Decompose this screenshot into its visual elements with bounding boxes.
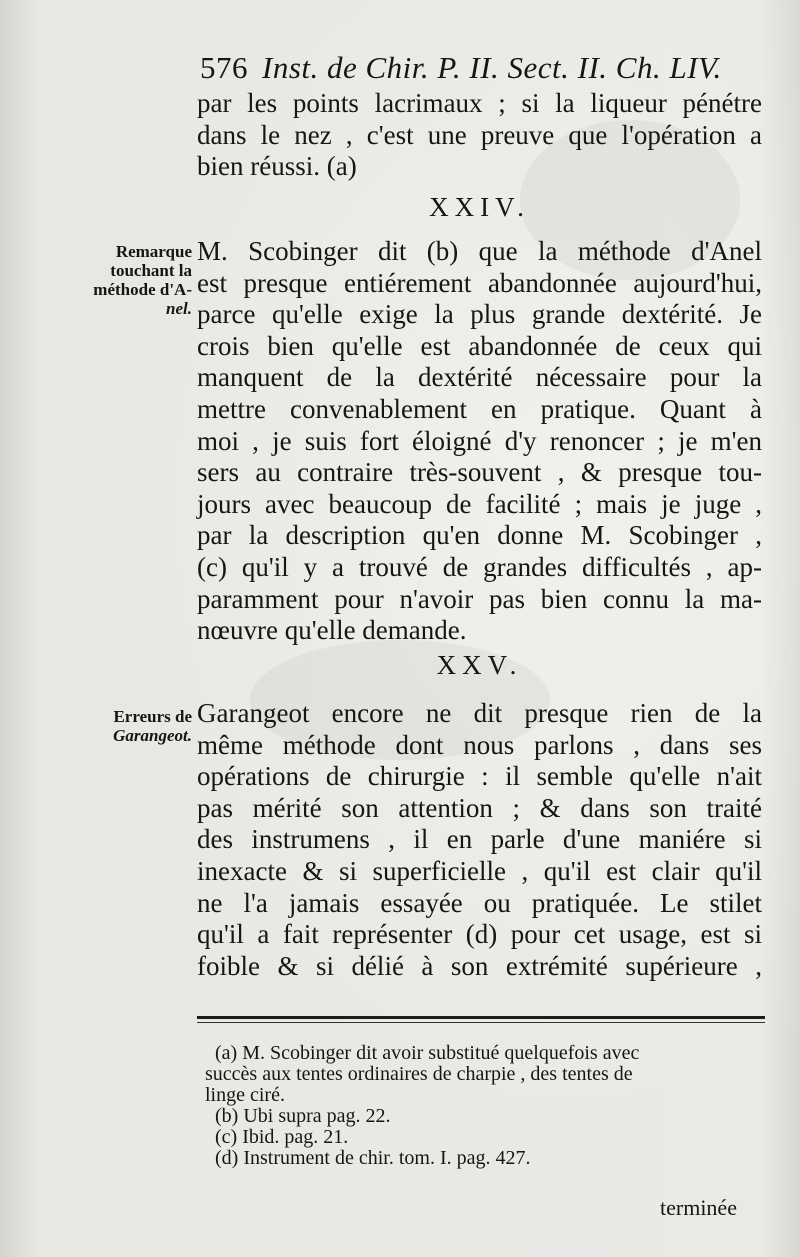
text-line: mettre convenablement en pratique. Quant à xyxy=(197,393,762,424)
running-title: Inst. de Chir. P. II. Sect. II. Ch. LIV. xyxy=(262,50,722,85)
text-line: M. Scobinger dit (b) que la méthode d'Anel xyxy=(197,236,762,266)
catchword: terminée xyxy=(660,1195,737,1220)
text-line: dans le nez , c'est une preuve que l'opération a xyxy=(197,119,762,150)
paragraph-xxv xyxy=(197,698,762,982)
margin-note-line: Garangeot. xyxy=(113,726,192,745)
text-line: nœuvre qu'elle demande. xyxy=(197,615,467,646)
text-line: ne l'a jamais essayée ou pratiquée. Le stilet xyxy=(197,887,762,918)
text-line: moi , je suis fort éloigné d'y renoncer ; je m'en xyxy=(197,425,762,456)
footnote-rule xyxy=(197,1016,765,1019)
text-line: bien réussi. (a) xyxy=(197,151,357,182)
margin-note-line: Remarque xyxy=(115,242,192,261)
text-line: sers au contraire très-souvent , & presque tou- xyxy=(197,457,762,488)
text-line: par la description qu'en donne M. Scobinger , xyxy=(197,520,762,551)
margin-note-anel xyxy=(70,242,192,318)
text-line: paramment pour n'avoir pas bien connu la ma- xyxy=(197,583,762,614)
footnote-line: (a) M. Scobinger dit avoir substitué quelquefois avec xyxy=(215,1042,640,1064)
page-number: 576 xyxy=(200,50,248,85)
text-line: crois bien qu'elle est abandonnée de ceux qui xyxy=(197,330,762,361)
footnote-line: (b) Ubi supra pag. 22. xyxy=(215,1105,391,1127)
margin-note-line: touchant la xyxy=(110,261,192,280)
text-line: Garangeot encore ne dit presque rien de la xyxy=(197,698,762,728)
footnote-line: succès aux tentes ordinaires de charpie , des tentes de xyxy=(205,1063,633,1085)
footnote-line: (d) Instrument de chir. tom. I. pag. 427. xyxy=(215,1147,531,1169)
text-line: jours avec beaucoup de facilité ; mais je juge , xyxy=(197,488,762,519)
text-line: même méthode dont nous parlons , dans ses xyxy=(197,729,762,760)
margin-note-line: méthode d'A- xyxy=(93,280,192,299)
running-head xyxy=(200,50,760,86)
text-line: (c) qu'il y a trouvé de grandes difficultés , ap- xyxy=(197,551,762,582)
text-line: inexacte & si superficielle , qu'il est clair qu'il xyxy=(197,855,762,886)
footnote-line: (c) Ibid. pag. 21. xyxy=(215,1126,349,1148)
text-line: foible & si délié à son extrémité supérieure , xyxy=(197,950,762,981)
text-line: des instrumens , il en parle d'une maniére si xyxy=(197,824,762,855)
section-number-xxiv: XXIV. xyxy=(429,192,530,222)
text-line: est presque entiérement abandonnée aujourd'hui, xyxy=(197,267,762,298)
text-line: opérations de chirurgie : il semble qu'elle n'ait xyxy=(197,761,762,792)
section-number-xxv: XXV. xyxy=(436,650,523,680)
margin-note-line: nel. xyxy=(166,299,192,318)
margin-note-line: Erreurs de xyxy=(113,707,192,726)
text-line: par les points lacrimaux ; si la liqueur pénétre xyxy=(197,88,762,118)
text-line: parce qu'elle exige la plus grande dextérité. Je xyxy=(197,299,762,330)
footnote-line: linge ciré. xyxy=(205,1084,285,1106)
footnotes xyxy=(205,1042,765,1169)
top-paragraph xyxy=(197,88,762,183)
margin-note-garangeot xyxy=(70,707,192,745)
footnote-rule-thin xyxy=(197,1022,765,1023)
text-line: qu'il a fait représenter (d) pour cet usage, est si xyxy=(197,919,762,950)
text-line: pas mérité son attention ; & dans son traité xyxy=(197,792,762,823)
text-line: manquent de la dextérité nécessaire pour la xyxy=(197,362,762,393)
paragraph-xxiv xyxy=(197,236,762,647)
